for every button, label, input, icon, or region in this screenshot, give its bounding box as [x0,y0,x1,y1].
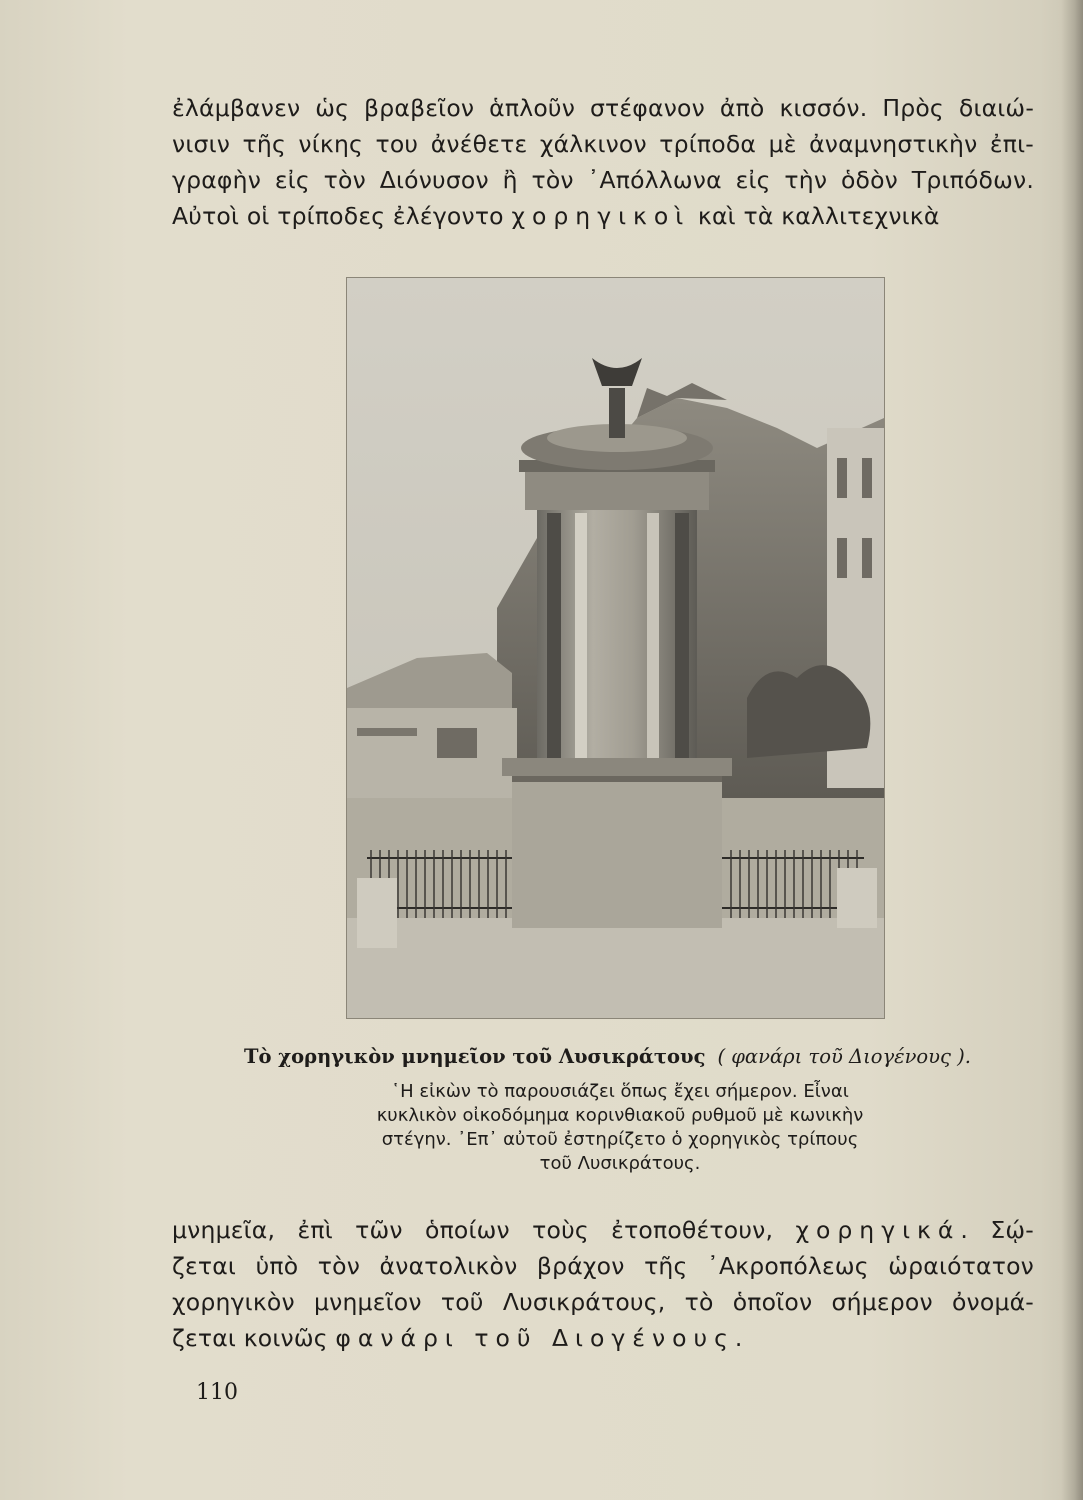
text-line [172,1284,1034,1320]
bottom-paragraph [172,1212,1034,1356]
text-line: νισιν τῆς νίκης του ἀνέθετε χάλκινον τρίποδα μὲ ἀναμνηστικὴν ἐπι- [172,130,1034,158]
text-segment: ζεται κοινῶς [172,1324,336,1352]
text-line [172,1320,1034,1356]
text-segment: καὶ τὰ καλλιτεχνικὰ [690,202,940,230]
figure-caption-body [330,1080,910,1176]
text-segment: μνημεῖα, ἐπὶ τῶν ὁποίων τοὺς ἐτοποθέτουν, [172,1216,796,1244]
caption-title-text: Τὸ χορηγικὸν μνημεῖον τοῦ Λυσικράτους [244,1045,706,1068]
spaced-term: χορηγικοὶ [511,202,691,230]
text-segment: Αὐτοὶ οἱ τρίποδες ἐλέγοντο [172,202,512,230]
text-line [172,1248,1034,1284]
text-segment: ζεται ὑπὸ τὸν ἀνατολικὸν βράχον τῆς ᾿Ακροπόλεως ὡραιότατον [172,1252,1034,1280]
text-segment: . [734,1324,743,1352]
top-paragraph [172,90,1034,234]
monument-photograph [346,277,885,1019]
text-segment: . Σῴ- [960,1216,1034,1244]
caption-line: ῾Η εἰκὼν τὸ παρουσιάζει ὅπως ἔχει σήμερον. Εἶναι [391,1081,849,1102]
text-line [172,198,1034,234]
page-number: 110 [196,1380,238,1405]
spaced-term: χορηγικά [795,1216,961,1244]
figure-caption-title [244,1045,984,1068]
text-segment: χορηγικὸν μνημεῖον τοῦ Λυσικράτους, τὸ ὁποῖον σήμερον ὀνομά- [172,1288,1034,1316]
photograph-image [347,278,884,1018]
text-line [172,1212,1034,1248]
caption-line: στέγην. ᾿Επ᾿ αὐτοῦ ἐστηρίζετο ὁ χορηγικὸς τρίπους [381,1129,859,1150]
text-line: ἐλάμβανεν ὡς βραβεῖον ἁπλοῦν στέφανον ἀπὸ κισσόν. Πρὸς διαιώ- [172,94,1034,122]
text-line: γραφὴν εἰς τὸν Διόνυσον ἢ τὸν ᾿Απόλλωνα εἰς τὴν ὁδὸν Τριπόδων. [172,166,1034,194]
page-edge-shadow [1061,0,1083,1500]
caption-line: τοῦ Λυσικράτους. [539,1153,701,1174]
caption-line: κυκλικὸν οἰκοδόμημα κορινθιακοῦ ρυθμοῦ μὲ κωνικὴν [376,1105,864,1126]
spaced-term: φανάρι τοῦ Διογένους [335,1324,735,1352]
caption-title-italic: ( φανάρι τοῦ Διογένους ). [717,1045,971,1068]
